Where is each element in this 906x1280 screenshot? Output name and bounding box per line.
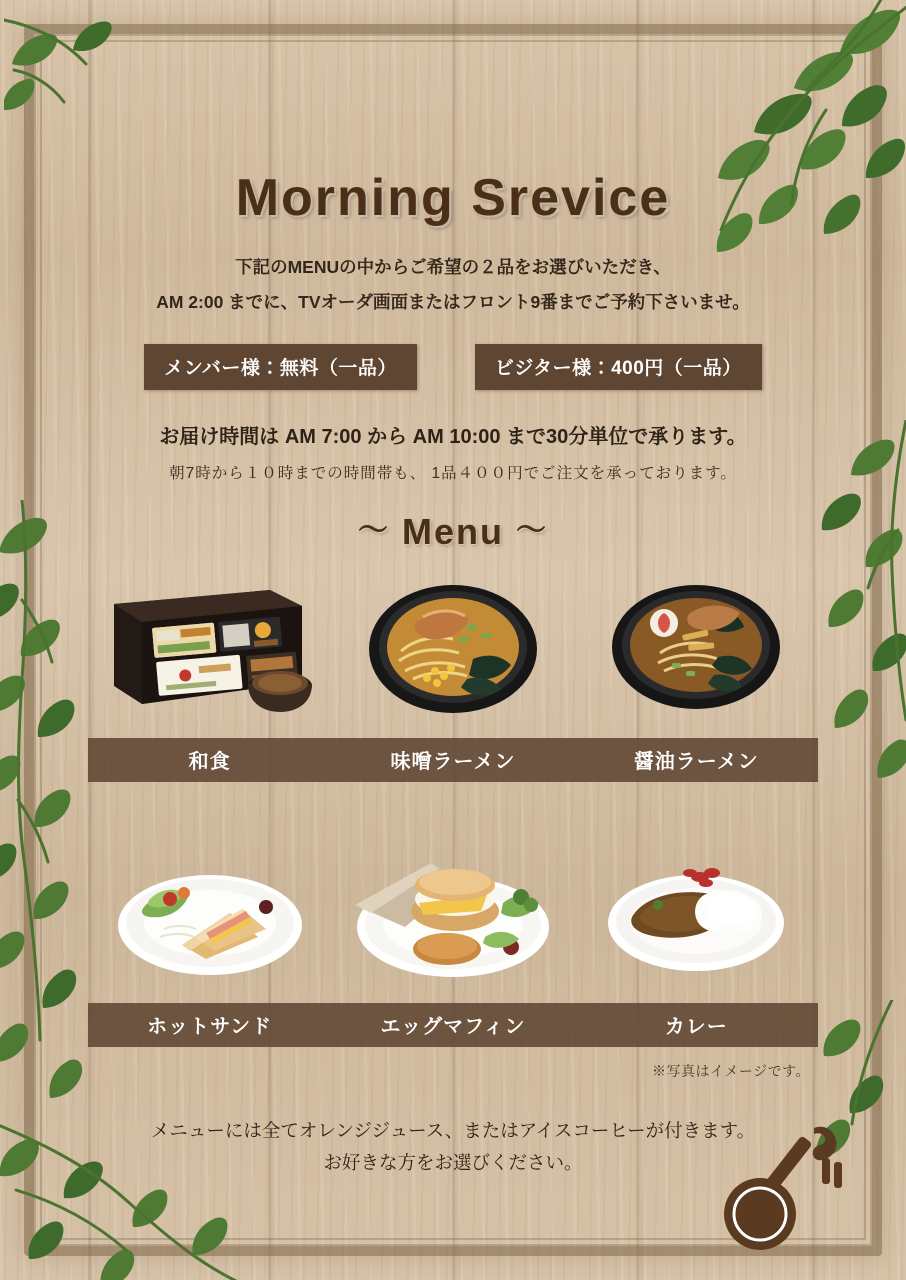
footer-note-line-1: メニューには全てオレンジジュース、またはアイスコーヒーが付きます。 xyxy=(150,1120,756,1141)
menu-item-hot-sand xyxy=(88,828,331,1047)
footer-note-line-2: お好きな方をお選びください。 xyxy=(323,1152,583,1174)
menu-item-photo-wrap xyxy=(331,828,574,1003)
hot-sandwich-photo xyxy=(110,841,310,991)
menu-grid-row-1 xyxy=(88,559,818,782)
banjo-icon xyxy=(718,1122,848,1252)
menu-item-label: 醤油ラーメン xyxy=(575,738,818,782)
page-title: Morning Srevice xyxy=(235,169,671,227)
menu-item-washoku xyxy=(88,559,331,782)
menu-tilde-right: 〜 xyxy=(516,514,549,547)
menu-tilde-left: 〜 xyxy=(357,514,390,547)
additional-note-text: 朝7時から１０時までの時間帯も、 1品４００円でご注文を承っております。 xyxy=(169,465,737,482)
menu-item-egg-muffin xyxy=(331,828,574,1047)
curry-rice-photo xyxy=(596,841,796,991)
badge-member-price: メンバー様：無料（一品） xyxy=(144,344,417,390)
menu-item-label: カレー xyxy=(575,1003,818,1047)
menu-item-photo-wrap xyxy=(575,559,818,734)
menu-item-photo-wrap xyxy=(88,559,331,734)
price-badges xyxy=(0,344,906,390)
menu-item-photo-wrap xyxy=(331,559,574,734)
shoyu-ramen-photo xyxy=(606,567,786,727)
menu-item-shoyu-ramen xyxy=(575,559,818,782)
miso-ramen-photo xyxy=(363,567,543,727)
menu-heading xyxy=(0,505,906,553)
lead-paragraph xyxy=(103,250,803,320)
menu-item-photo-wrap xyxy=(88,828,331,1003)
menu-item-label: 和食 xyxy=(88,738,331,782)
egg-muffin-photo xyxy=(335,841,570,991)
menu-heading-label: Menu xyxy=(402,511,504,552)
menu-item-curry xyxy=(575,828,818,1047)
menu-grid-row-2 xyxy=(88,828,818,1047)
menu-item-miso-ramen xyxy=(331,559,574,782)
lead-line-2: AM 2:00 までに、TVオーダ画面またはフロント9番までご予約下さいませ。 xyxy=(156,292,750,312)
menu-item-label: ホットサンド xyxy=(88,1003,331,1047)
lead-line-1: 下記のMENUの中からご希望の２品をお選びいただき、 xyxy=(235,257,671,277)
badge-visitor-price: ビジター様：400円（一品） xyxy=(475,344,762,390)
delivery-time-text: お届け時間は AM 7:00 から AM 10:00 まで30分単位で承ります。 xyxy=(159,426,747,448)
menu-item-label: 味噌ラーメン xyxy=(331,738,574,782)
washoku-bento-photo xyxy=(102,564,317,729)
menu-item-label: エッグマフィン xyxy=(331,1003,574,1047)
menu-item-photo-wrap xyxy=(575,828,818,1003)
photo-disclaimer: ※写真はイメージです。 xyxy=(652,1063,810,1079)
